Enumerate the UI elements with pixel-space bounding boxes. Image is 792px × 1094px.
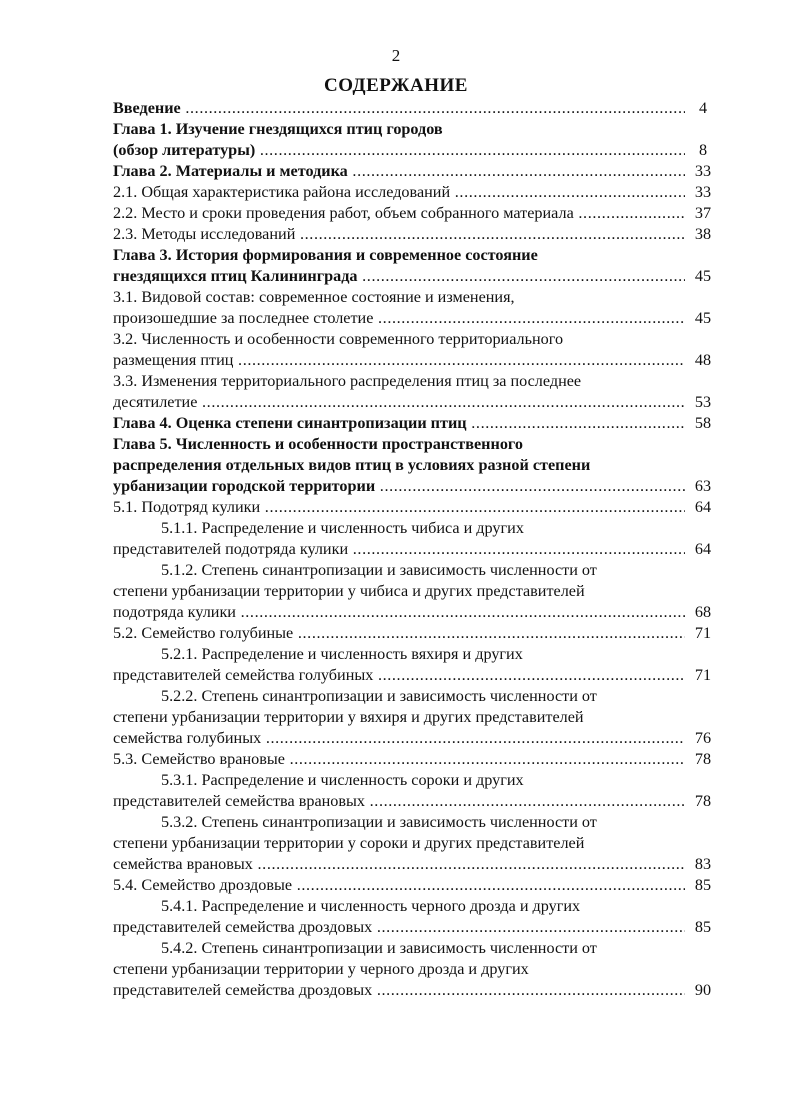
toc-entry <box>113 539 721 560</box>
toc-entry-text: Глава 4. Оценка степени синантропизации птиц ..... <box>113 413 685 434</box>
toc-entry <box>113 392 721 413</box>
toc-entry-text: 5.2. Семейство голубиные ..... <box>113 623 685 644</box>
toc-entry <box>113 350 721 371</box>
toc-entry-text: 5.4.1. Распределение и численность черного дрозда и других <box>161 897 581 915</box>
toc-entry-text: представителей семейства дроздовых ..... <box>113 917 685 938</box>
toc-entry <box>113 308 721 329</box>
toc-entry-text: представителей подотряда кулики ..... <box>113 539 685 560</box>
toc-entry <box>113 182 721 203</box>
toc-entry <box>113 203 721 224</box>
toc-entry <box>113 161 721 182</box>
toc-entry-text: размещения птиц ..... <box>113 350 685 371</box>
toc-entry-text: степени урбанизации территории у черного дрозда и других <box>113 960 529 978</box>
toc-entry-page: 71 <box>685 623 721 644</box>
toc-entry-page: 85 <box>685 875 721 896</box>
toc-entry <box>113 875 721 896</box>
toc-entry-text: степени урбанизации территории у вяхиря и других представителей <box>113 708 584 726</box>
toc-entry <box>113 602 721 623</box>
toc-entry-text: 5.2.1. Распределение и численность вяхиря и других <box>161 645 523 663</box>
toc-entry-text: распределения отдельных видов птиц в условиях разной степени <box>113 456 591 474</box>
toc-entry-page: 76 <box>685 728 721 749</box>
toc-entry-text: урбанизации городской территории ..... <box>113 476 685 497</box>
toc-entry-text: 5.4. Семейство дроздовые ..... <box>113 875 685 896</box>
toc-entry <box>113 581 721 602</box>
page-title: СОДЕРЖАНИЕ <box>324 75 468 96</box>
toc-entry <box>113 224 721 245</box>
toc-entry <box>113 644 721 665</box>
table-of-contents <box>113 98 721 1001</box>
toc-entry <box>113 329 721 350</box>
toc-entry-page: 45 <box>685 266 721 287</box>
toc-entry <box>113 938 721 959</box>
toc-entry-text: 5.3. Семейство врановые ..... <box>113 749 685 770</box>
toc-entry-text: 5.4.2. Степень синантропизации и зависимость численности от <box>161 939 597 957</box>
toc-entry <box>113 728 721 749</box>
toc-entry <box>113 623 721 644</box>
toc-entry-text: Глава 3. История формирования и современное состояние <box>113 246 538 264</box>
toc-entry <box>113 476 721 497</box>
toc-entry-page: 33 <box>685 182 721 203</box>
toc-entry <box>113 791 721 812</box>
toc-entry <box>113 266 721 287</box>
toc-entry-text: 5.1.1. Распределение и численность чибиса и других <box>161 519 524 537</box>
toc-entry-page: 64 <box>685 497 721 518</box>
toc-entry <box>113 959 721 980</box>
toc-entry-text: 3.3. Изменения территориального распределения птиц за последнее <box>113 372 582 390</box>
toc-entry <box>113 140 721 161</box>
toc-entry <box>113 917 721 938</box>
toc-entry <box>113 560 721 581</box>
page-number: 2 <box>391 46 401 65</box>
toc-entry-page: 58 <box>685 413 721 434</box>
toc-entry-text: степени урбанизации территории у сороки и других представителей <box>113 834 585 852</box>
toc-entry-page: 64 <box>685 539 721 560</box>
toc-entry-page: 71 <box>685 665 721 686</box>
toc-entry <box>113 812 721 833</box>
toc-entry-text: 5.2.2. Степень синантропизации и зависимость численности от <box>161 687 597 705</box>
toc-entry-page: 33 <box>685 161 721 182</box>
toc-entry-text: 2.2. Место и сроки проведения работ, объем собранного материала ..... <box>113 203 685 224</box>
toc-entry-page: 53 <box>685 392 721 413</box>
toc-entry-text: 3.1. Видовой состав: современное состояние и изменения, <box>113 288 515 306</box>
toc-entry <box>113 287 721 308</box>
toc-entry-page: 45 <box>685 308 721 329</box>
toc-entry-text: 2.3. Методы исследований ..... <box>113 224 685 245</box>
toc-entry-text: степени урбанизации территории у чибиса и других представителей <box>113 582 585 600</box>
toc-entry <box>113 518 721 539</box>
toc-entry-text: 5.3.1. Распределение и численность сороки и других <box>161 771 524 789</box>
toc-entry-page: 83 <box>685 854 721 875</box>
toc-entry-text: (обзор литературы) ..... <box>113 140 685 161</box>
toc-entry-text: Глава 2. Материалы и методика ..... <box>113 161 685 182</box>
toc-entry-page: 85 <box>685 917 721 938</box>
toc-entry <box>113 980 721 1001</box>
toc-entry-text: 5.1. Подотряд кулики ..... <box>113 497 685 518</box>
toc-entry-page: 48 <box>685 350 721 371</box>
toc-entry <box>113 707 721 728</box>
toc-entry-page: 90 <box>685 980 721 1001</box>
toc-entry-page: 78 <box>685 749 721 770</box>
toc-entry <box>113 749 721 770</box>
toc-entry <box>113 896 721 917</box>
toc-entry <box>113 371 721 392</box>
toc-entry-page: 38 <box>685 224 721 245</box>
toc-entry <box>113 413 721 434</box>
toc-entry-text: 3.2. Численность и особенности современного территориального <box>113 330 564 348</box>
toc-entry <box>113 833 721 854</box>
toc-entry-text: семейства врановых ..... <box>113 854 685 875</box>
toc-entry-text: десятилетие ..... <box>113 392 685 413</box>
toc-entry-text: 2.1. Общая характеристика района исследований ..... <box>113 182 685 203</box>
toc-entry <box>113 455 721 476</box>
toc-entry <box>113 98 721 119</box>
toc-entry <box>113 497 721 518</box>
toc-entry-text: произошедшие за последнее столетие ..... <box>113 308 685 329</box>
toc-entry-text: 5.1.2. Степень синантропизации и зависимость численности от <box>161 561 597 579</box>
toc-entry-text: представителей семейства голубиных ..... <box>113 665 685 686</box>
toc-entry-text: представителей семейства дроздовых ..... <box>113 980 685 1001</box>
toc-entry <box>113 770 721 791</box>
toc-entry-page: 4 <box>685 98 721 119</box>
toc-entry-text: подотряда кулики ..... <box>113 602 685 623</box>
toc-entry-page: 8 <box>685 140 721 161</box>
toc-entry-page: 68 <box>685 602 721 623</box>
toc-entry <box>113 665 721 686</box>
toc-entry-page: 37 <box>685 203 721 224</box>
toc-entry <box>113 434 721 455</box>
toc-entry-text: представителей семейства врановых ..... <box>113 791 685 812</box>
toc-entry <box>113 119 721 140</box>
toc-entry-text: семейства голубиных ..... <box>113 728 685 749</box>
toc-entry-text: гнездящихся птиц Калининграда ..... <box>113 266 685 287</box>
toc-entry <box>113 245 721 266</box>
toc-entry-text: 5.3.2. Степень синантропизации и зависимость численности от <box>161 813 597 831</box>
toc-entry-page: 63 <box>685 476 721 497</box>
toc-entry-text: Глава 5. Численность и особенности пространственного <box>113 435 523 453</box>
toc-entry-page: 78 <box>685 791 721 812</box>
toc-entry-text: Введение ..... <box>113 98 685 119</box>
toc-entry <box>113 854 721 875</box>
toc-entry-text: Глава 1. Изучение гнездящихся птиц городов <box>113 120 443 138</box>
toc-entry <box>113 686 721 707</box>
